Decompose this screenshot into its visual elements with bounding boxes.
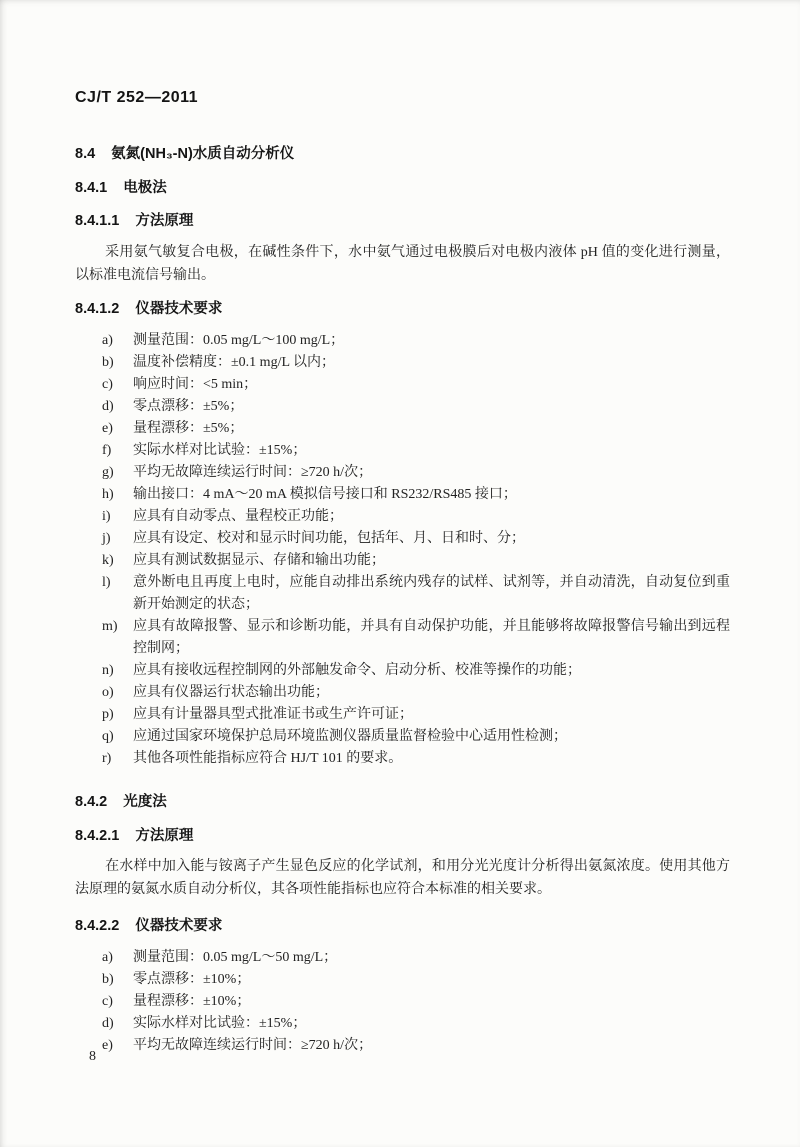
paragraph-electrode-principle: 采用氨气敏复合电极，在碱性条件下，水中氨气通过电极膜后对电极内液体 pH 值的变化进行测量，以标准电流信号输出。 (75, 245, 730, 283)
section-title: 氨氮(NH₃-N)水质自动分析仪 (111, 146, 295, 162)
list-item (75, 616, 730, 660)
list-item-text: 应通过国家环境保护总局环境监测仪器质量监督检验中心适用性检测； (133, 729, 567, 744)
list-item-label: g) (102, 465, 114, 480)
requirements-list-photometric (75, 947, 730, 1057)
list-item (75, 352, 730, 374)
list-item-text: 输出接口：4 mA～20 mA 模拟信号接口和 RS232/RS485 接口； (133, 487, 517, 502)
section-number: 8.4.2.2 (75, 918, 120, 934)
list-item-text: 温度补偿精度：±0.1 mg/L 以内； (133, 355, 335, 370)
section-number: 8.4.2 (75, 794, 108, 810)
list-item-text: 实际水样对比试验：±15%； (133, 443, 307, 458)
section-number: 8.4.1 (75, 180, 108, 196)
list-item-text: 应具有故障报警、显示和诊断功能，并具有自动保护功能，并且能够将故障报警信号输出到远程控制网； (133, 619, 730, 656)
list-item-label: e) (102, 421, 113, 436)
doc-code: CJ/T 252—2011 (75, 89, 199, 106)
list-item-text: 平均无故障连续运行时间：≥720 h/次； (133, 465, 373, 480)
list-item-label: c) (102, 994, 113, 1009)
list-item (75, 418, 730, 440)
list-item (75, 396, 730, 418)
list-item (75, 1013, 730, 1035)
list-item-label: d) (102, 1016, 114, 1031)
list-item-text: 实际水样对比试验：±15%； (133, 1016, 307, 1031)
section-heading-8-4-2 (75, 792, 730, 812)
list-item-label: o) (102, 685, 114, 700)
list-item-label: h) (102, 487, 114, 502)
section-heading-8-4-1 (75, 178, 730, 198)
list-item-label: k) (102, 553, 114, 568)
list-item-text: 应具有接收远程控制网的外部触发命令、启动分析、校准等操作的功能； (133, 663, 581, 678)
list-item-label: a) (102, 333, 113, 348)
section-number: 8.4 (75, 146, 96, 162)
page-number: 8 (89, 1049, 96, 1064)
list-item (75, 726, 730, 748)
list-item-label: b) (102, 355, 114, 370)
list-item (75, 991, 730, 1013)
list-item-label: l) (102, 575, 111, 590)
list-item (75, 484, 730, 506)
section-number: 8.4.2.1 (75, 828, 120, 844)
list-item (75, 748, 730, 770)
section-title: 仪器技术要求 (135, 918, 223, 934)
section-heading-8-4 (75, 144, 730, 164)
list-item-label: q) (102, 729, 114, 744)
list-item-text: 其他各项性能指标应符合 HJ/T 101 的要求。 (133, 751, 403, 766)
list-item-text: 应具有自动零点、量程校正功能； (133, 509, 343, 524)
list-item-label: r) (102, 751, 112, 766)
list-item (75, 330, 730, 352)
section-title: 方法原理 (135, 213, 194, 229)
list-item-text: 响应时间：<5 min； (133, 377, 258, 392)
list-item (75, 462, 730, 484)
section-number: 8.4.1.2 (75, 301, 120, 317)
list-item-text: 测量范围：0.05 mg/L～100 mg/L； (133, 333, 345, 348)
list-item-text: 量程漂移：±5%； (133, 421, 244, 436)
list-item (75, 947, 730, 969)
section-title: 方法原理 (135, 828, 194, 844)
list-item-label: n) (102, 663, 114, 678)
list-item (75, 550, 730, 572)
list-item-text: 测量范围：0.05 mg/L～50 mg/L； (133, 950, 338, 965)
list-item-label: j) (102, 531, 111, 546)
section-heading-8-4-1-2 (75, 299, 730, 319)
list-item-label: b) (102, 972, 114, 987)
list-item (75, 660, 730, 682)
list-item-text: 应具有计量器具型式批准证书或生产许可证； (133, 707, 413, 722)
list-item-label: p) (102, 707, 114, 722)
section-heading-8-4-2-2 (75, 916, 730, 936)
list-item-text: 零点漂移：±10%； (133, 972, 251, 987)
list-item-label: c) (102, 377, 113, 392)
list-item-text: 零点漂移：±5%； (133, 399, 244, 414)
list-item-label: m) (102, 619, 118, 634)
list-item (75, 528, 730, 550)
section-title: 电极法 (123, 180, 167, 196)
list-item (75, 969, 730, 991)
list-item-text: 应具有设定、校对和显示时间功能，包括年、月、日和时、分； (133, 531, 525, 546)
list-item (75, 506, 730, 528)
list-item-label: a) (102, 950, 113, 965)
list-item (75, 440, 730, 462)
list-item (75, 374, 730, 396)
list-item (75, 1035, 730, 1057)
paragraph-photometric-principle: 在水样中加入能与铵离子产生显色反应的化学试剂，和用分光光度计分析得出氨氮浓度。使用其他方法原理的氨氮水质自动分析仪，其各项性能指标也应符合本标准的相关要求。 (75, 859, 730, 897)
list-item-text: 量程漂移：±10%； (133, 994, 251, 1009)
list-item-text: 应具有测试数据显示、存储和输出功能； (133, 553, 385, 568)
list-item-text: 意外断电且再度上电时，应能自动排出系统内残存的试样、试剂等，并自动清洗，自动复位到重新开始测定的状态； (133, 575, 730, 612)
list-item (75, 682, 730, 704)
section-title: 仪器技术要求 (135, 301, 223, 317)
list-item-label: e) (102, 1038, 113, 1053)
list-item-label: d) (102, 399, 114, 414)
section-number: 8.4.1.1 (75, 213, 120, 229)
requirements-list-electrode (75, 330, 730, 770)
list-item-label: f) (102, 443, 112, 458)
section-heading-8-4-2-1 (75, 826, 730, 846)
list-item-text: 平均无故障连续运行时间：≥720 h/次； (133, 1038, 373, 1053)
list-item-text: 应具有仪器运行状态输出功能； (133, 685, 329, 700)
section-heading-8-4-1-1 (75, 211, 730, 231)
section-title: 光度法 (123, 794, 167, 810)
list-item (75, 704, 730, 726)
list-item (75, 572, 730, 616)
list-item-label: i) (102, 509, 111, 524)
